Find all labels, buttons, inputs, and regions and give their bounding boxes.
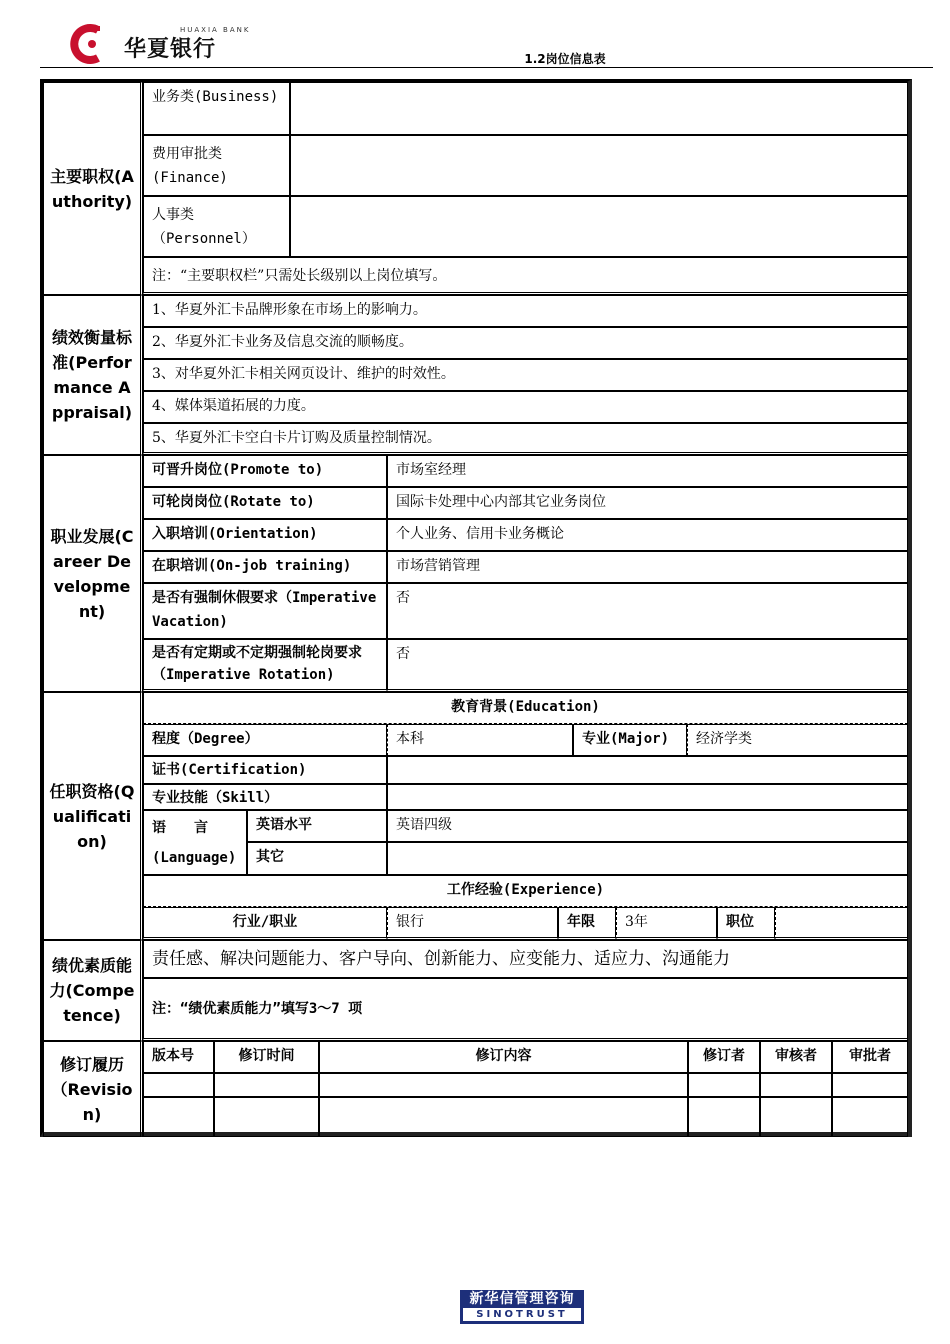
sinotrust-logo [460, 1290, 584, 1324]
qualification-section-label: 任职资格(Qualification) [43, 692, 143, 940]
career-orientation-value: 个人业务、信用卡业务概论 [387, 519, 908, 551]
experience-heading: 工作经验(Experience) [143, 875, 908, 907]
revision-section-label: 修订履历（Revision) [43, 1041, 143, 1137]
english-label: 英语水平 [247, 810, 387, 842]
other-language-value [387, 842, 908, 875]
performance-section-label: 绩效衡量标准(Performance Appraisal) [43, 295, 143, 455]
competence-section-label: 绩优素质能力(Competence) [43, 940, 143, 1041]
language-label-en: (Language) [152, 850, 237, 866]
sinotrust-logo-cn: 新华信管理咨询 [469, 1291, 575, 1307]
career-section-label: 职业发展(Career Development) [43, 455, 143, 692]
years-label: 年限 [558, 907, 616, 940]
bank-name-en: HUAXIA BANK [180, 26, 251, 34]
english-value: 英语四级 [387, 810, 908, 842]
revision-col-reviewer: 审核者 [760, 1041, 832, 1073]
major-value: 经济学类 [687, 724, 908, 756]
career-promote-label: 可晋升岗位(Promote to) [143, 455, 387, 487]
revision-cell [832, 1073, 908, 1097]
revision-col-reviser: 修订者 [688, 1041, 760, 1073]
industry-value: 银行 [387, 907, 558, 940]
revision-cell [143, 1073, 214, 1097]
career-vacation-label: 是否有强制休假要求（Imperative Vacation) [143, 583, 387, 639]
authority-note: 注：“主要职权栏”只需处长级别以上岗位填写。 [143, 257, 908, 295]
sinotrust-logo-en: SINOTRUST [463, 1308, 581, 1321]
performance-item: 1、华夏外汇卡品牌形象在市场上的影响力。 [143, 295, 908, 327]
revision-cell [688, 1097, 760, 1137]
authority-business-value [290, 82, 908, 135]
authority-business-label: 业务类(Business) [143, 82, 290, 135]
performance-item: 3、对华夏外汇卡相关网页设计、维护的时效性。 [143, 359, 908, 391]
degree-label: 程度（Degree） [143, 724, 387, 756]
language-label-cn: 语 言 [152, 820, 208, 836]
other-language-label: 其它 [247, 842, 387, 875]
skill-label: 专业技能（Skill） [143, 784, 387, 810]
education-heading: 教育背景(Education) [143, 692, 908, 724]
revision-cell [688, 1073, 760, 1097]
revision-cell [760, 1073, 832, 1097]
authority-finance-value [290, 135, 908, 196]
certification-value [387, 756, 908, 784]
bank-name: 华夏银行 [124, 37, 217, 62]
revision-col-date: 修订时间 [214, 1041, 319, 1073]
industry-label: 行业/职业 [143, 907, 387, 940]
revision-col-approver: 审批者 [832, 1041, 908, 1073]
career-rotate-value: 国际卡处理中心内部其它业务岗位 [387, 487, 908, 519]
certification-label: 证书(Certification) [143, 756, 387, 784]
career-rotation-value: 否 [387, 639, 908, 692]
years-value: 3年 [616, 907, 717, 940]
revision-cell [319, 1097, 688, 1137]
revision-cell [143, 1097, 214, 1137]
revision-cell [319, 1073, 688, 1097]
competence-items: 责任感、解决问题能力、客户导向、创新能力、应变能力、适应力、沟通能力 [143, 940, 908, 978]
performance-item: 4、媒体渠道拓展的力度。 [143, 391, 908, 423]
revision-col-content: 修订内容 [319, 1041, 688, 1073]
performance-item: 2、华夏外汇卡业务及信息交流的顺畅度。 [143, 327, 908, 359]
degree-value: 本科 [387, 724, 573, 756]
bank-logo [70, 22, 260, 66]
revision-cell [214, 1097, 319, 1137]
revision-cell [214, 1073, 319, 1097]
authority-personnel-value [290, 196, 908, 257]
major-label: 专业(Major) [573, 724, 687, 756]
performance-item: 5、华夏外汇卡空白卡片订购及质量控制情况。 [143, 423, 908, 455]
career-promote-value: 市场室经理 [387, 455, 908, 487]
authority-personnel-label: 人事类（Personnel） [143, 196, 290, 257]
career-rotation-label: 是否有定期或不定期强制轮岗要求（Imperative Rotation) [143, 639, 387, 692]
skill-value [387, 784, 908, 810]
revision-col-version: 版本号 [143, 1041, 214, 1073]
authority-finance-label: 费用审批类(Finance) [143, 135, 290, 196]
language-label [143, 810, 247, 875]
revision-cell [832, 1097, 908, 1137]
doc-title: 1.2岗位信息表 [524, 52, 606, 66]
position-label: 职位 [717, 907, 775, 940]
header-divider [40, 67, 933, 68]
career-onjob-value: 市场营销管理 [387, 551, 908, 583]
position-value [775, 907, 908, 940]
huaxia-logo-icon [70, 24, 114, 64]
career-orientation-label: 入职培训(Orientation) [143, 519, 387, 551]
competence-note: 注：“绩优素质能力”填写3～7 项 [143, 978, 908, 1041]
revision-cell [760, 1097, 832, 1137]
authority-section-label: 主要职权(Authority) [43, 82, 143, 295]
career-rotate-label: 可轮岗岗位(Rotate to) [143, 487, 387, 519]
career-onjob-label: 在职培训(On-job training) [143, 551, 387, 583]
career-vacation-value: 否 [387, 583, 908, 639]
